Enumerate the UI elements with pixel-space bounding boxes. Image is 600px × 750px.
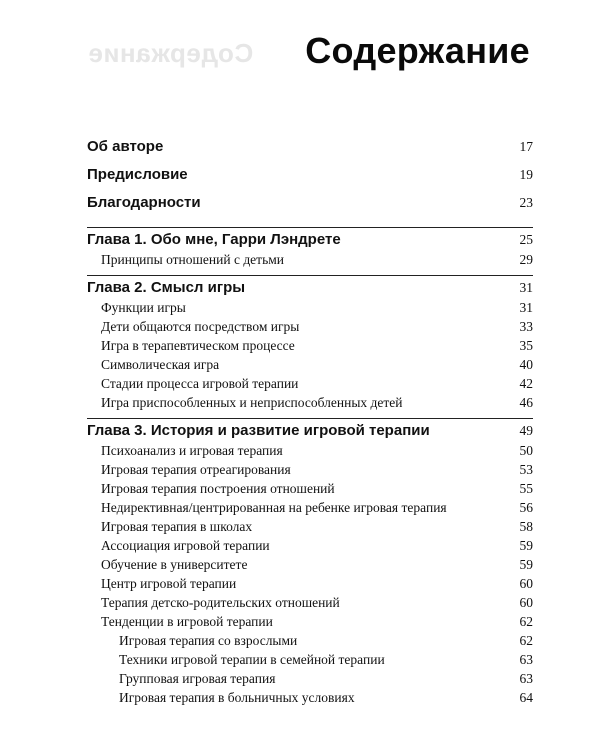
- toc-page-number: 35: [519, 338, 533, 353]
- toc-entry-section[interactable]: [87, 555, 533, 574]
- bleed-through-title: Содержание: [88, 38, 254, 68]
- toc-entry-subsection[interactable]: [87, 650, 533, 669]
- toc-entry-section[interactable]: [87, 517, 533, 536]
- toc-entry-label: Терапия детско-родительских отношений: [101, 595, 340, 610]
- toc-entry-section[interactable]: [87, 460, 533, 479]
- toc-entry-label: Предисловие: [87, 166, 188, 183]
- toc-entry-label: Игра в терапевтическом процессе: [101, 338, 295, 353]
- toc-page-number: 62: [519, 614, 533, 629]
- toc-page-number: 17: [519, 139, 533, 154]
- toc-page-number: 25: [519, 232, 533, 247]
- toc-entry-label: Дети общаются посредством игры: [101, 319, 300, 334]
- toc-entry-top[interactable]: [87, 165, 533, 193]
- toc-entry-label: Тенденции в игровой терапии: [101, 614, 273, 629]
- toc-entry-label: Игровая терапия со взрослыми: [119, 633, 298, 648]
- toc-entry-subsection[interactable]: [87, 688, 533, 707]
- toc-page-number: 59: [519, 538, 533, 553]
- toc-entry-label: Глава 2. Смысл игры: [87, 279, 246, 296]
- toc-page-number: 63: [519, 671, 533, 686]
- toc-entry-label: Игра приспособленных и неприспособленных детей: [101, 395, 403, 410]
- toc-entry-section[interactable]: [87, 479, 533, 498]
- toc-page-number: 33: [519, 319, 533, 334]
- toc-page-number: 31: [519, 280, 533, 295]
- toc-entry-section[interactable]: [87, 593, 533, 612]
- toc-page-number: 40: [519, 357, 533, 372]
- toc-page-number: 63: [519, 652, 533, 667]
- toc-entry-label: Об авторе: [87, 138, 164, 155]
- toc-entry-label: Игровая терапия в школах: [101, 519, 253, 534]
- toc-entry-chapter[interactable]: [87, 278, 533, 298]
- toc-entry-section[interactable]: [87, 374, 533, 393]
- toc-entry-section[interactable]: [87, 393, 533, 412]
- toc-page-number: 60: [519, 595, 533, 610]
- toc-entry-chapter[interactable]: [87, 230, 533, 250]
- chapter-rule: [87, 275, 533, 276]
- toc-entry-section[interactable]: [87, 441, 533, 460]
- toc-page-number: 55: [519, 481, 533, 496]
- toc-entry-label: Центр игровой терапии: [101, 576, 237, 591]
- toc-entry-section[interactable]: [87, 250, 533, 269]
- toc-entry-label: Принципы отношений с детьми: [101, 252, 285, 267]
- toc-entry-label: Игровая терапия отреагирования: [101, 462, 291, 477]
- toc-entry-chapter[interactable]: [87, 421, 533, 441]
- toc-page-number: 59: [519, 557, 533, 572]
- toc-entry-section[interactable]: [87, 612, 533, 631]
- toc-page-number: 49: [519, 423, 533, 438]
- table-of-contents: [87, 137, 533, 707]
- toc-entry-label: Психоанализ и игровая терапия: [101, 443, 283, 458]
- toc-entry-top[interactable]: [87, 137, 533, 165]
- toc-page-number: 56: [519, 500, 533, 515]
- toc-entry-subsection[interactable]: [87, 669, 533, 688]
- toc-entry-label: Техники игровой терапии в семейной терапии: [119, 652, 385, 667]
- toc-page-number: 31: [519, 300, 533, 315]
- toc-entry-label: Недирективная/центрированная на ребенке игровая терапия: [101, 500, 447, 515]
- toc-entry-section[interactable]: [87, 317, 533, 336]
- toc-entry-section[interactable]: [87, 498, 533, 517]
- toc-page-number: 23: [519, 195, 533, 210]
- toc-entry-label: Благодарности: [87, 194, 201, 211]
- toc-page-number: 19: [519, 167, 533, 182]
- toc-page-number: 60: [519, 576, 533, 591]
- toc-entry-section[interactable]: [87, 536, 533, 555]
- chapter-rule: [87, 227, 533, 228]
- toc-entry-label: Игровая терапия построения отношений: [101, 481, 335, 496]
- toc-page-number: 42: [519, 376, 533, 391]
- toc-entry-label: Глава 3. История и развитие игровой терапии: [87, 422, 430, 439]
- toc-entry-label: Стадии процесса игровой терапии: [101, 376, 299, 391]
- toc-entry-label: Символическая игра: [101, 357, 220, 372]
- toc-entry-label: Обучение в университете: [101, 557, 248, 572]
- chapter-rule: [87, 418, 533, 419]
- toc-page-number: 29: [519, 252, 533, 267]
- toc-entry-label: Ассоциация игровой терапии: [101, 538, 270, 553]
- toc-entry-section[interactable]: [87, 336, 533, 355]
- toc-page-number: 50: [519, 443, 533, 458]
- toc-entry-label: Игровая терапия в больничных условиях: [119, 690, 355, 705]
- toc-entry-label: Глава 1. Обо мне, Гарри Лэндрете: [87, 231, 341, 248]
- toc-entry-section[interactable]: [87, 574, 533, 593]
- toc-page-number: 53: [519, 462, 533, 477]
- toc-entry-subsection[interactable]: [87, 631, 533, 650]
- toc-entry-top[interactable]: [87, 193, 533, 221]
- page-title: Содержание: [305, 30, 530, 71]
- toc-page-number: 58: [519, 519, 533, 534]
- toc-page-number: 64: [519, 690, 533, 705]
- toc-entry-label: Функции игры: [101, 300, 186, 315]
- toc-entry-section[interactable]: [87, 298, 533, 317]
- toc-page-number: 46: [519, 395, 533, 410]
- toc-entry-section[interactable]: [87, 355, 533, 374]
- toc-page-number: 62: [519, 633, 533, 648]
- toc-entry-label: Групповая игровая терапия: [119, 671, 276, 686]
